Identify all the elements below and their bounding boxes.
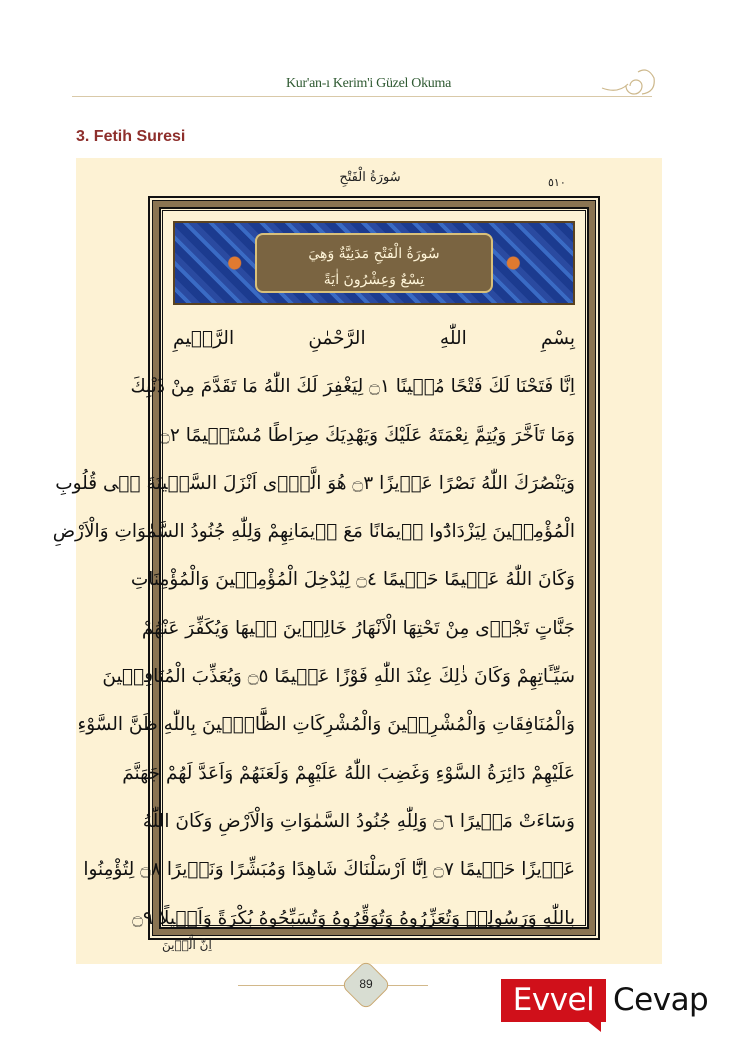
verse-line: بِاللّٰهِ وَرَسُولِهٖ وَتُعَزِّرُوهُ وَتُوَقِّرُوهُ وَتُسَبِّحُوهُ بُكْرَةً وَاَصٖيلًا ۝٩ (132, 907, 575, 929)
section-title: 3. Fetih Suresi (76, 128, 186, 145)
floral-ornament-icon (598, 64, 658, 100)
footer-divider (238, 985, 428, 986)
verse-line: وَكَانَ اللّٰهُ عَلٖيمًا حَكٖيمًا ۝٤ لِيُدْخِلَ الْمُؤْمِنٖينَ وَالْمُؤْمِنَاتِ (130, 569, 575, 591)
verse-line: الْمُؤْمِنٖينَ لِيَزْدَادُٓوا اٖيمَانًا مَعَ اٖيمَانِهِمْ وَلِلّٰهِ جُنُودُ السَّمٰوَاتِ وَالْاَرْضِ (52, 521, 575, 543)
verse-line: سَيِّـَٔاتِهِمْ وَكَانَ ذٰلِكَ عِنْدَ اللّٰهِ فَوْزًا عَظٖيمًا ۝٥ وَيُعَذِّبَ الْمُنَافِقٖينَ (102, 666, 575, 688)
header-divider (72, 96, 652, 97)
sura-name-running-head: سُورَةُ الْفَتْحِ (339, 170, 401, 185)
verse-line: جَنَّاتٍ تَجْرٖى مِنْ تَحْتِهَا الْاَنْهَارُ خَالِدٖينَ فٖيهَا وَيُكَفِّرَ عَنْهُمْ (141, 617, 575, 639)
page-number: 89 (359, 977, 373, 991)
sura-cartouche (255, 233, 493, 293)
verse-line: وَالْمُنَافِقَاتِ وَالْمُشْرِكٖينَ وَالْمُشْرِكَاتِ الظَّٓانّٖينَ بِاللّٰهِ ظَنَّ السَّوْءِ (77, 714, 575, 736)
verse-line: عَزٖيزًا حَكٖيمًا ۝٧ اِنَّٓا اَرْسَلْنَاكَ شَاهِدًا وَمُبَشِّرًا وَنَذٖيرًا ۝٨ لِتُؤْمِنُوا (83, 859, 575, 881)
verse-line: وَمَا تَاَخَّرَ وَيُتِمَّ نِعْمَتَهُ عَلَيْكَ وَيَهْدِيَكَ صِرَاطًا مُسْتَقٖيمًا ۝٢ (159, 424, 575, 446)
verse-line: وَيَنْصُرَكَ اللّٰهُ نَصْرًا عَزٖيزًا ۝٣ هُوَ الَّذٖٓى اَنْزَلَ السَّكٖينَةَ فٖى قُلُوبِ (55, 472, 575, 494)
logo-evvel: Evvel (501, 979, 606, 1022)
banner-line-1: سُورَةُ الْفَتْحِ مَدَنِيَّةٌ وَهِيَ (308, 246, 440, 262)
mushaf-frame (52, 196, 600, 940)
book-title-header: Kur'an-ı Kerim'i Güzel Okuma (286, 76, 451, 91)
verse-line: اِنَّا فَتَحْنَا لَكَ فَتْحًا مُبٖينًا ۝١ لِيَغْفِرَ لَكَ اللّٰهُ مَا تَقَدَّمَ مِنْ ذَنْبِكَ (130, 376, 575, 398)
catchword: اِنَّ الَّذٖينَ (162, 938, 212, 952)
verse-line: عَلَيْهِمْ دَٓائِرَةُ السَّوْءِ وَغَضِبَ اللّٰهُ عَلَيْهِمْ وَلَعَنَهُمْ وَاَعَدَّ لَهُمْ جَهَنَّمَ (122, 762, 575, 784)
basmala-line: بِسْمِ اللّٰهِ الرَّحْمٰنِ الرَّحٖيمِ (173, 328, 575, 349)
banner-line-2: تِسْعٌ وَعِشْرُونَ اٰيَةً (323, 272, 425, 288)
sura-banner (173, 221, 575, 305)
logo-cevap: Cevap (613, 982, 709, 1018)
mushaf-page-number: ٥١٠ (548, 176, 566, 189)
verse-text (52, 315, 575, 943)
logo-speech-tail (586, 1020, 601, 1032)
verse-line: وَسَٓاءَتْ مَصٖيرًا ۝٦ وَلِلّٰهِ جُنُودُ السَّمٰوَاتِ وَالْاَرْضِ وَكَانَ اللّٰهُ (142, 810, 575, 832)
